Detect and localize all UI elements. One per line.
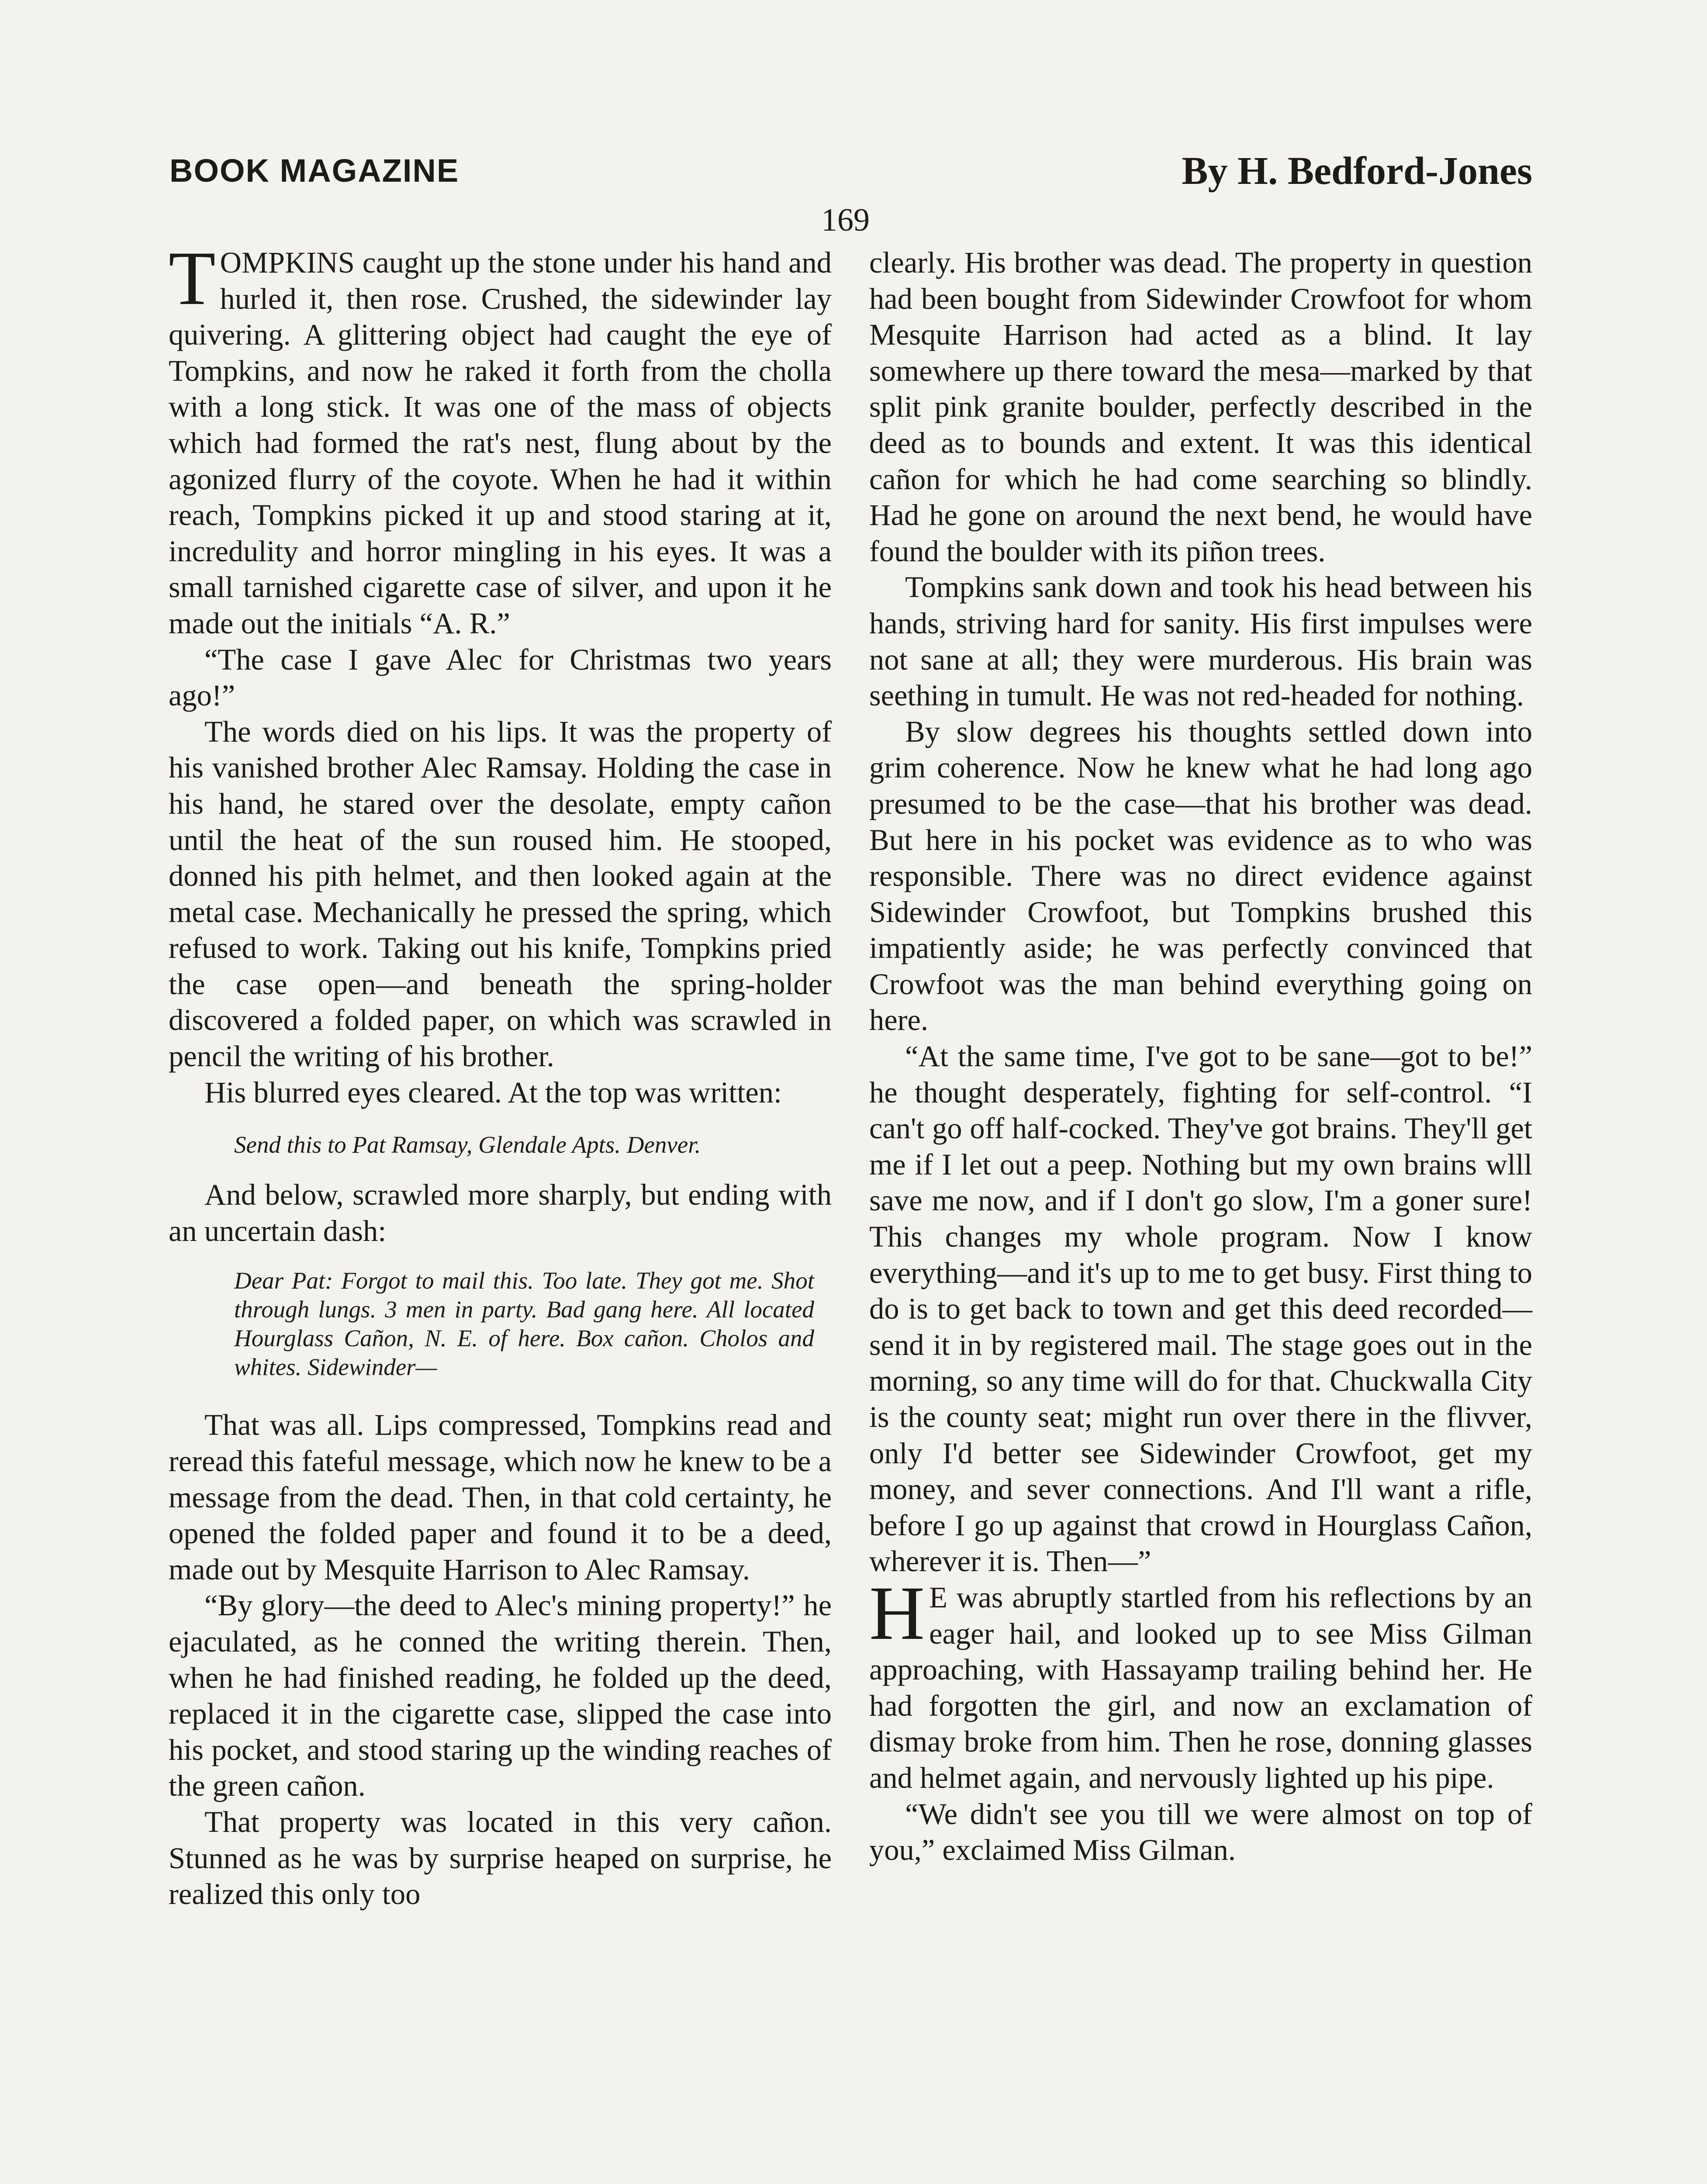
paragraph: His blurred eyes cleared. At the top was written:: [204, 1075, 782, 1109]
right-text-column: [869, 245, 1532, 1868]
left-text-column: [169, 236, 832, 1912]
scrawled-letter: Dear Pat: Forgot to mail this. Too late. They got me. Shot through lungs. 3 men in party. Bad gang here. All located Hourglass Cañon, N. E. of here. Box cañon. Cholos and whites. Sidewinder—: [234, 1267, 814, 1381]
author-byline: By H. Bedford-Jones: [1182, 149, 1532, 193]
paragraph: Tompkins sank down and took his head between his hands, striving hard for sanity. His first impulses were not sane at all; they were murderous. His brain was seething in tumult. He was not red-headed for nothing.: [869, 570, 1532, 712]
paragraph: And below, scrawled more sharply, but ending with an uncertain dash:: [169, 1178, 832, 1248]
opening-paragraph: TOMPKINS caught up the stone under his hand and hurled it, then rose. Crushed, the sidewinder lay quivering. A glittering object had caught the eye of Tompkins, and now he raked it forth from the cholla with a long stick. It was one of the mass of objects which had formed the rat's nest, flung about by the agonized flurry of the coyote. When he had it within reach, Tompkins picked it up and stood staring at it, incredulity and horror mingling in his eyes. It was a small tarnished cigarette case of silver, and upon it he made out the initials “A. R.”: [169, 236, 832, 640]
paragraph: The words died on his lips. It was the property of his vanished brother Alec Ramsay. Holding the case in his hand, he stared over the desolate, empty cañon until the heat of the sun roused him. He stooped, donned his pith helmet, and then looked again at the metal case. Mechanically he pressed the spring, which refused to work. Taking out his knife, Tompkins pried the case open—and beneath the spring-holder discovered a folded paper, on which was scrawled in pencil the writing of his brother.: [169, 715, 832, 1073]
paragraph: “At the same time, I've got to be sane—got to be!” he thought desperately, fighting for self-control. “I can't go off half-cocked. They've got brains. They'll get me if I let out a peep. Nothing but my own brains wlll save me now, and if I don't go slow, I'm a goner sure! This changes my whole program. Now I know everything—and it's up to me to get busy. First thing to do is to get back to town and get this deed recorded—send it in by registered mail. The stage goes out in the morning, so any time will do for that. Chuckwalla City is the county seat; might run over there in the flivver, only I'd better see Sidewinder Crowfoot, get my money, and sever connections. And I'll want a rifle, before I go up against that crowd in Hourglass Cañon, wherever it is. Then—”: [869, 1040, 1532, 1578]
paragraph: “By glory—the deed to Alec's mining property!” he ejaculated, as he conned the writing therein. Then, when he had finished reading, he folded up the deed, replaced it in the cigarette case, slipped the case into his pocket, and stood staring up the winding reaches of the green cañon.: [169, 1589, 832, 1803]
paragraph: That was all. Lips compressed, Tompkins read and reread this fateful message, which now he knew to be a message from the dead. Then, in that cold certainty, he opened the folded paper and found it to be a deed, made out by Mesquite Harrison to Alec Ramsay.: [169, 1408, 832, 1586]
section-opening-paragraph: HE was abruptly startled from his reflections by an eager hail, and looked up to see Miss Gilman approaching, with Hassayamp trailing behind her. He had forgotten the girl, and now an exclamation of dismay broke from him. Then he rose, donning glasses and helmet again, and nervously lighted up his pipe.: [869, 1570, 1532, 1794]
page-number: 169: [821, 202, 870, 238]
publication-title: BOOK MAGAZINE: [169, 152, 460, 189]
paragraph: clearly. His brother was dead. The property in question had been bought from Sidewinder Crowfoot for whom Mesquite Harrison had acted as a blind. It lay somewhere up there toward the mesa—marked by that split pink granite boulder, perfectly described in the deed as to bounds and extent. It was this identical cañon for which he had come searching so blindly. Had he gone on around the next bend, he would have found the boulder with its piñon trees.: [869, 246, 1532, 568]
paragraph: “The case I gave Alec for Christmas two years ago!”: [169, 643, 832, 712]
paragraph: That property was located in this very cañon. Stunned as he was by surprise heaped on surprise, he realized this only too: [169, 1805, 832, 1911]
address-note: Send this to Pat Ramsay, Glendale Apts. Denver.: [234, 1131, 701, 1158]
paragraph: “We didn't see you till we were almost on top of you,” exclaimed Miss Gilman.: [869, 1797, 1532, 1867]
paragraph: By slow degrees his thoughts settled down into grim coherence. Now he knew what he had long ago presumed to be the case—that his brother was dead. But here in his pocket was evidence as to who was responsible. There was no direct evidence against Sidewinder Crowfoot, but Tompkins brushed this impatiently aside; he was perfectly convinced that Crowfoot was the man behind everything going on here.: [869, 715, 1532, 1037]
